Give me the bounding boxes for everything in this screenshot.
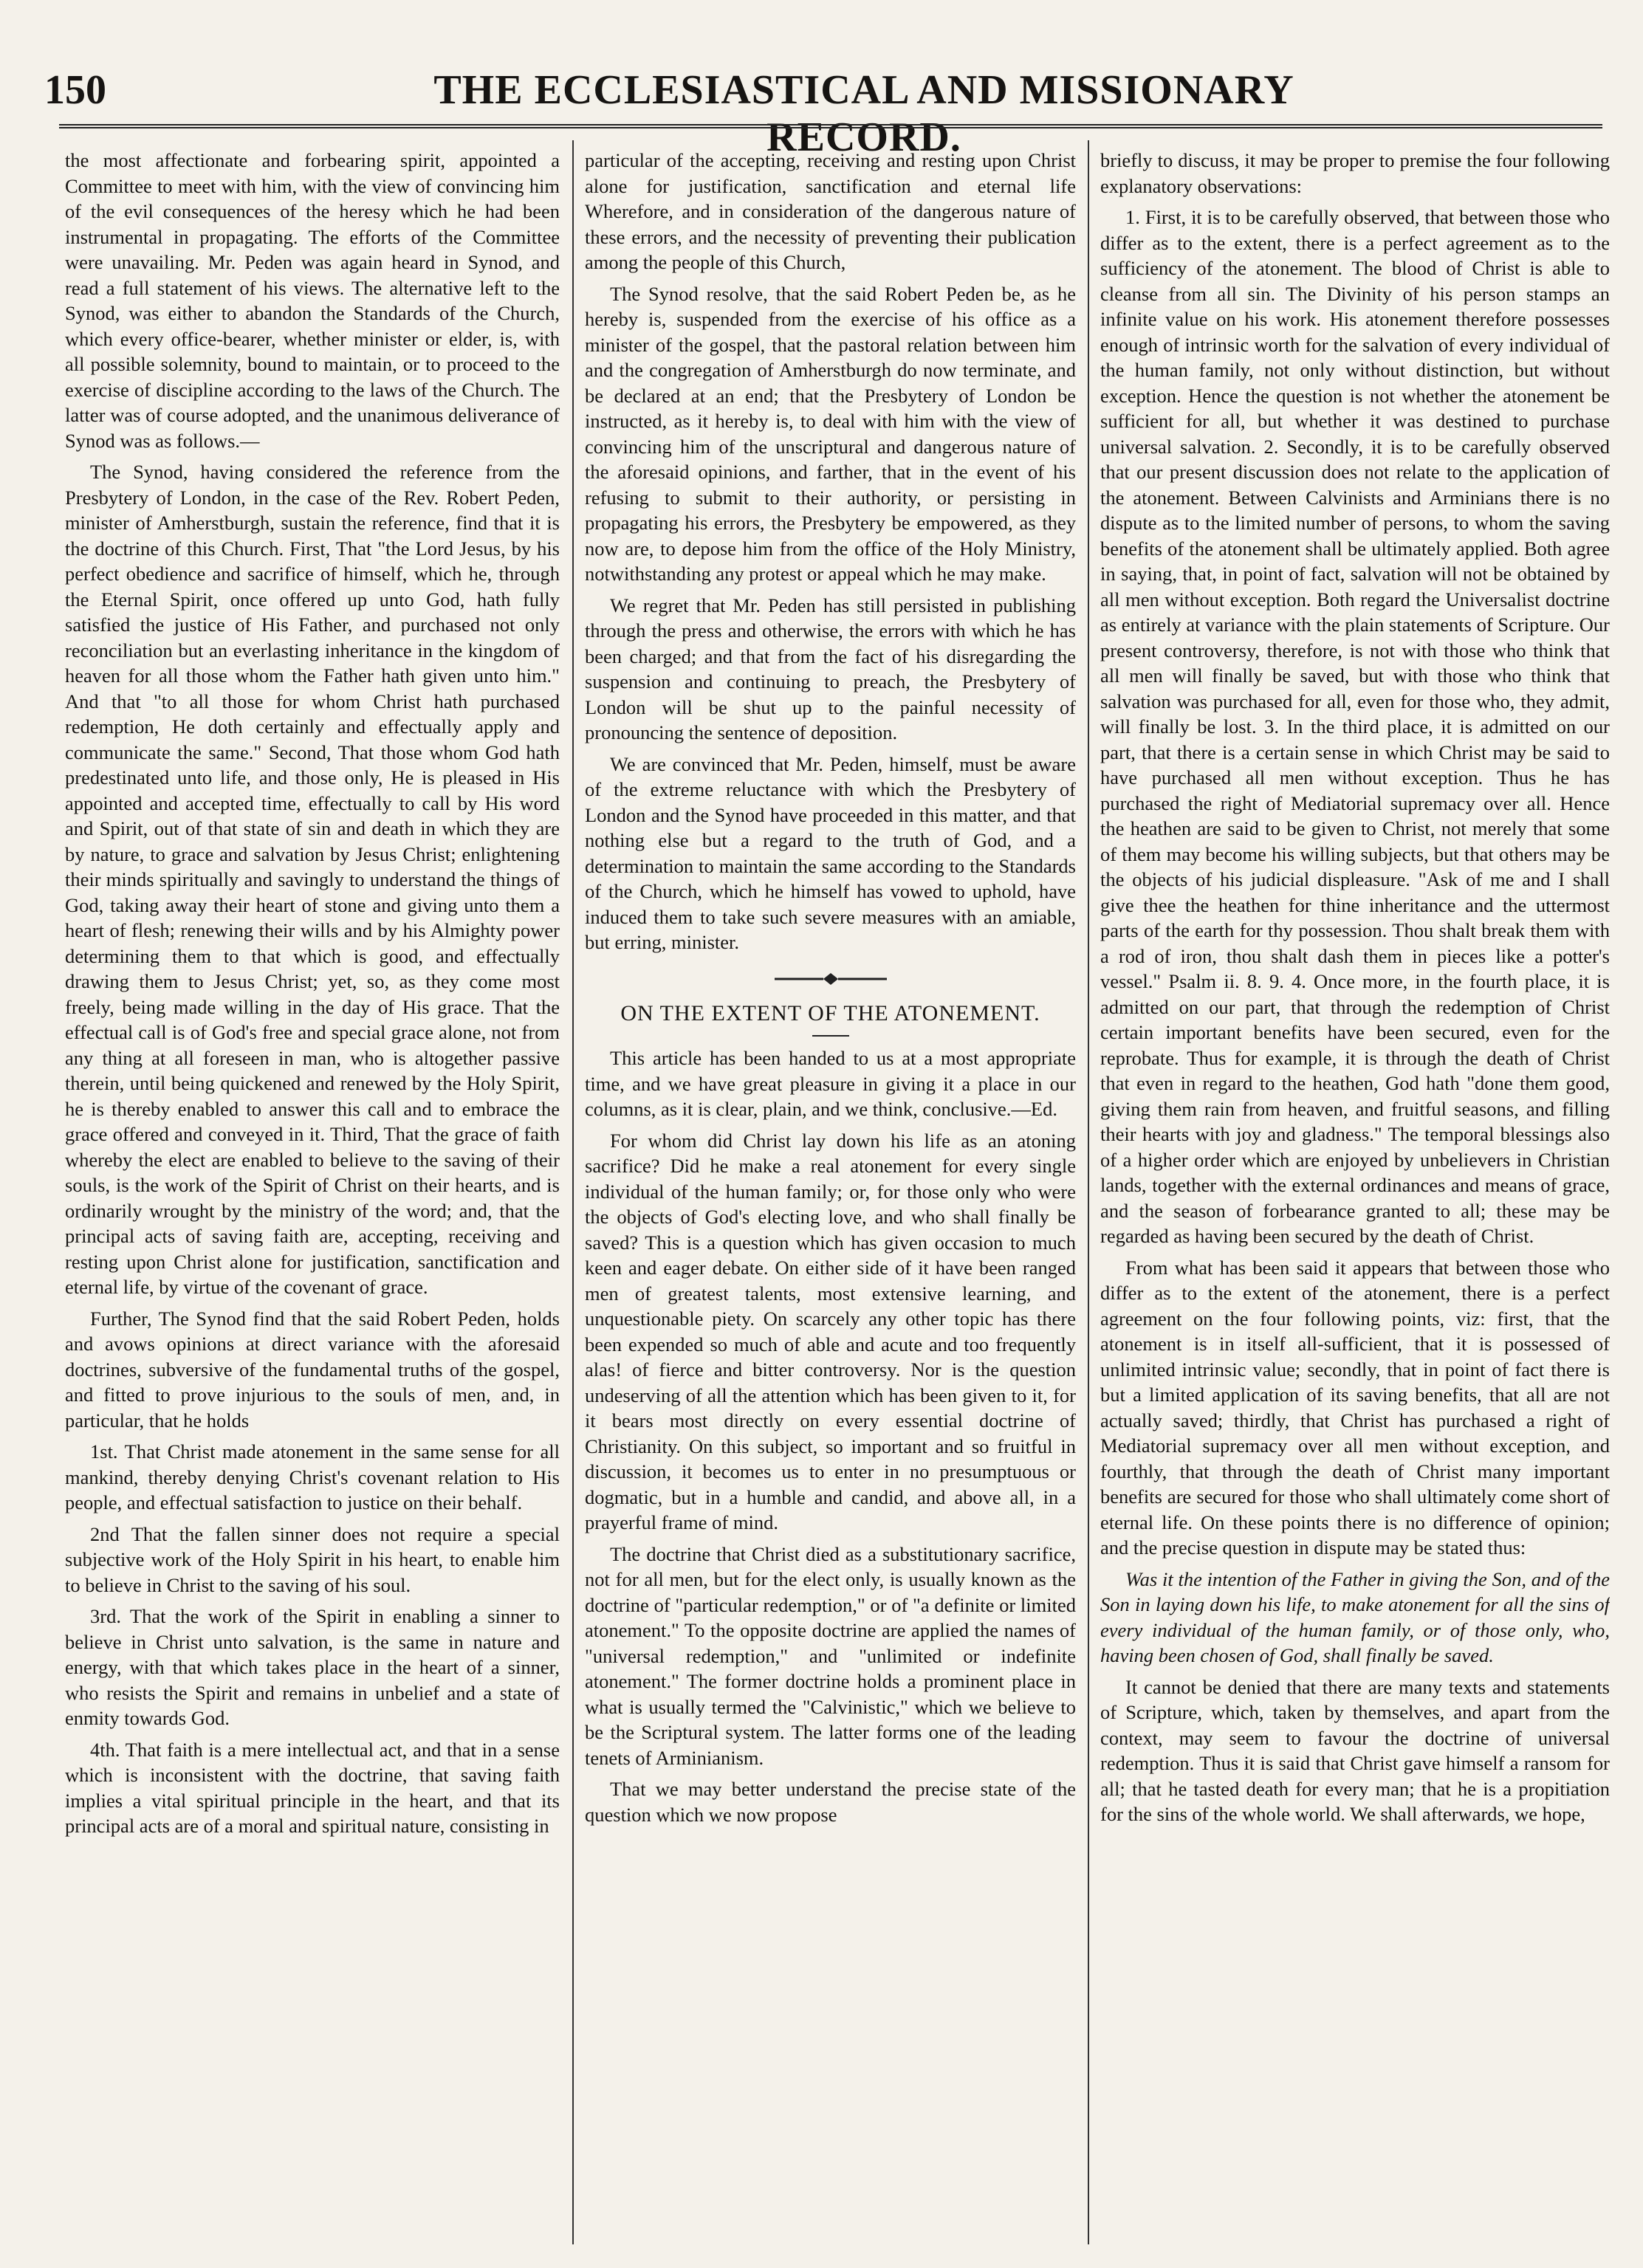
paragraph: 4th. That faith is a mere intellectual act, and that in a sense which is inconsistent with the doctrine, that saving faith implies a vital spiritual principle in the heart, and that its principal acts are of a moral and spiritual nature, consisting in — [65, 1738, 560, 1837]
page-number: 150 — [44, 67, 106, 113]
paragraph: 2nd That the fallen sinner does not require a special subjective work of the Holy Spirit in his heart, to enable him to believe in Christ to the saving of his soul. — [65, 1522, 560, 1596]
paragraph: For whom did Christ lay down his life as an atoning sacrifice? Did he make a real atonement for every single individual of the human family; or, for those only who were the objects of God's electing love, and who shall finally be saved? This is a question which has given occasion to much keen and eager debate. On either side of it have been ranged men of greatest talents, most extensive learning, and unquestionable piety. On scarcely any other topic has there been expended so much of able and acute and too frequently alas! of fierce and bitter controversy. Nor is the question undeserving of all the attention which has been given to it, for it bears most directly on every essential doctrine of Christianity. On this subject, so important and so fruitful in discussion, it becomes us to enter in no presumptuous or dogmatic, but in a humble and candid, and above all, in a prayerful frame of mind. — [585, 1129, 1076, 1533]
divider-ornament-icon — [772, 972, 890, 986]
paragraph: This article has been handed to us at a most appropriate time, and we have great pleasure in giving it a place in our columns, as it is clear, plain, and we think, conclusive.—Ed. — [585, 1047, 1076, 1120]
paragraph: It cannot be denied that there are many texts and statements of Scripture, which, taken by themselves, and apart from the context, may seem to favour the doctrine of universal redemption. Thus it is said that Christ gave himself a ransom for all; that he tasted death for every man; that he is a propitiation for the sins of the whole world. We shall afterwards, we hope, — [1100, 1675, 1610, 1825]
column-1 — [65, 148, 560, 2244]
column-3 — [1100, 148, 1610, 2244]
paragraph: the most affectionate and forbearing spirit, appointed a Committee to meet with him, with the view of convincing him of the evil consequences of the heresy which he had been instrumental in propagating. The efforts of the Committee were unavailing. Mr. Peden was again heard in Synod, and read a full statement of his views. The alternative left to the Synod, was either to abandon the Standards of the Church, which every office-bearer, whether minister or elder, is, with all possible solemnity, bound to maintain, or to proceed to the exercise of discipline according to the laws of the Church. The latter was of course adopted, and the unanimous deliverance of Synod was as follows.— — [65, 149, 560, 452]
paragraph-question: Was it the intention of the Father in giving the Son, and of the Son in laying down his life, to make atonement for all the sins of every individual of the human family, or of those only, who, having been chosen of God, shall finally be saved. — [1100, 1567, 1610, 1666]
article-title: ON THE EXTENT OF THE ATONEMENT. — [620, 1001, 1040, 1025]
column-divider — [572, 140, 574, 2244]
header-rule — [59, 124, 1602, 128]
paragraph: 1. First, it is to be carefully observed, that between those who differ as to the extent, there is a perfect agreement as to the sufficiency of the atonement. The blood of Christ is able to cleanse from all sin. The Divinity of his person stamps an infinite value on his work. His atonement therefore possesses enough of intrinsic worth for the salvation of every individual of the human family, not only without distinction, but without exception. Hence the question is not whether the atonement be sufficient for all, but whether it was destined to purchase universal salvation. 2. Secondly, it is to be carefully observed that our present discussion does not relate to the application of the atonement. Between Calvinists and Arminians there is no dispute as to the limited number of persons, to whom the saving benefits of the atonement shall be ultimately applied. Both agree in saying, that, in point of fact, salvation will not be obtained by all men without exception. Both regard the Universalist doctrine as entirely at variance with the plain statements of Scripture. Our present controversy, therefore, is not with those who think that all men will finally be saved, but with those who think that salvation was purchased for all, even for those who, they admit, will finally be lost. 3. In the third place, it is admitted on our part, that there is a certain sense in which Christ may be said to have purchased all men without exception. Thus he has purchased the right of Mediatorial supremacy over all. Hence the heathen are said to be given to Christ, not merely that some of them may become his willing subjects, but that others may be the objects of his judicial displeasure. "Ask of me and I shall give thee the heathen for thine inheritance and the uttermost parts of the earth for thy possession. Thou shalt break them with a rod of iron, thou shalt dash them in pieces like a potter's vessel." Psalm ii. 8. 9. 4. Once more, in the fourth place, it is admitted on our part, that through the redemption of Christ certain important benefits have been secured, even for the reprobate. Thus for example, it is through the death of Christ that even in regard to the heathen, God hath "done them good, giving them rain from heaven, and fruitful seasons, and filling their hearts with joy and gladness." The temporal blessings also of a higher order which are enjoyed by unbelievers in Christian lands, together with the external ordinances and means of grace, and the season of forbearance granted to all; these may be regarded as having been secured by the death of Christ. — [1100, 206, 1610, 1247]
paragraph: briefly to discuss, it may be proper to premise the four following explanatory observations: — [1100, 149, 1610, 197]
column-divider — [1088, 140, 1089, 2244]
column-2 — [585, 148, 1076, 2244]
title-rule — [812, 1035, 849, 1037]
journal-title: THE ECCLESIASTICAL AND MISSIONARY RECORD. — [433, 67, 1294, 160]
paragraph: We regret that Mr. Peden has still persisted in publishing through the press and otherwise, the errors with which he has been charged; and that from the fact of his disregarding the suspension and continuing to preach, the Presbytery of London will be shut up to the painful necessity of pronouncing the sentence of deposition. — [585, 594, 1076, 743]
paragraph: 3rd. That the work of the Spirit in enabling a sinner to believe in Christ unto salvation, is the same in nature and energy, with that which takes place in the heart of a sinner, who resists the Spirit and remains in unbelief and a state of enmity towards God. — [65, 1605, 560, 1729]
page-header — [44, 59, 1602, 160]
paragraph: Further, The Synod find that the said Robert Peden, holds and avows opinions at direct variance with the aforesaid doctrines, subversive of the fundamental truths of the gospel, and fitted to prove injurious to the souls of men, and, in particular, that he holds — [65, 1307, 560, 1432]
ornamental-divider — [585, 967, 1076, 993]
paragraph: The Synod, having considered the reference from the Presbytery of London, in the case of the Rev. Robert Peden, minister of Amherstburgh, sustain the reference, find that it is the doctrine of this Church. First, That "the Lord Jesus, by his perfect obedience and sacrifice of himself, which he, through the Eternal Spirit, once offered up unto God, hath fully satisfied the justice of His Father, and purchased not only reconciliation but an everlasting inheritance in the kingdom of heaven for all those whom the Father hath given unto him." And that "to all those for whom Christ hath purchased redemption, He doth certainly and effectually apply and communicate the same." Second, That those whom God hath predestinated unto life, and those only, He is pleased in His appointed and accepted time, effectually to call by His word and Spirit, out of that state of sin and death in which they are by nature, to grace and salvation by Jesus Christ; enlightening their minds spiritually and savingly to understand the things of God, taking away their heart of stone and giving unto them a heart of flesh; renewing their wills and by his Almighty power determining them to that which is good, and effectually drawing them to Jesus Christ; yet, so, as they come most freely, being made willing in the day of His grace. That the effectual call is of God's free and special grace alone, not from any thing at all foreseen in man, who is altogether passive therein, until being quickened and renewed by the Holy Spirit, he is thereby enabled to answer this call and to embrace the grace offered and conveyed in it. Third, That the grace of faith whereby the elect are enabled to believe to the saving of their souls, is the work of the Spirit of Christ on their hearts, and is ordinarily wrought by the ministry of the word; and, that the principal acts of saving faith are, accepting, receiving and resting upon Christ alone for justification, sanctification and eternal life, by virtue of the covenant of grace. — [65, 461, 560, 1298]
paragraph: particular of the accepting, receiving and resting upon Christ alone for justification, sanctification and eternal life Wherefore, and in consideration of the dangerous nature of these errors, and the necessity of preventing their publication among the people of this Church, — [585, 149, 1076, 273]
paragraph: The doctrine that Christ died as a substitutionary sacrifice, not for all men, but for the elect only, is usually known as the doctrine of "particular redemption," or of "a definite or limited atonement." To the opposite doctrine are applied the names of "universal redemption," and "unlimited or indefinite atonement." The former doctrine holds a prominent place in what is usually termed the "Calvinistic," which we believe to be the Scriptural system. The latter forms one of the leading tenets of Arminianism. — [585, 1542, 1076, 1769]
paragraph: 1st. That Christ made atonement in the same sense for all mankind, thereby denying Christ's covenant relation to His people, and effectual satisfaction to justice on their behalf. — [65, 1440, 560, 1513]
paragraph: The Synod resolve, that the said Robert Peden be, as he hereby is, suspended from the exercise of his office as a minister of the gospel, that the pastoral relation between him and the congregation of Amherstburgh do now terminate, and be declared at an end; that the Presbytery of London be instructed, as it hereby is, to deal with him with the view of convincing him of the unscriptural and dangerous nature of the aforesaid opinions, and farther, that in the event of his refusing to submit to their authority, or persisting in propagating his errors, the Presbytery be empowered, as they now are, to depose him from the office of the Holy Ministry, notwithstanding any protest or appeal which he may make. — [585, 282, 1076, 585]
paragraph: That we may better understand the precise state of the question which we now propose — [585, 1778, 1076, 1826]
paragraph: From what has been said it appears that between those who differ as to the extent of the atonement, there is a perfect agreement on the four following points, viz: first, that the atonement is in itself all-sufficient, that it is possessed of unlimited intrinsic value; secondly, that in point of fact there is but a limited application of its saving benefits, that all are not actually saved; thirdly, that Christ has purchased a right of Mediatorial supremacy over all men without exception, and fourthly, that through the death of Christ many important benefits are secured for those who shall ultimately come short of eternal life. On these points there is no difference of opinion; and the precise question in dispute may be stated thus: — [1100, 1256, 1610, 1559]
paragraph: We are convinced that Mr. Peden, himself, must be aware of the extreme reluctance with which the Presbytery of London and the Synod have proceeded in this matter, and that nothing else but a regard to the truth of God, and a determination to maintain the same according to the Standards of the Church, which he himself has vowed to uphold, have induced them to take such severe measures with an amiable, but erring, minister. — [585, 752, 1076, 953]
